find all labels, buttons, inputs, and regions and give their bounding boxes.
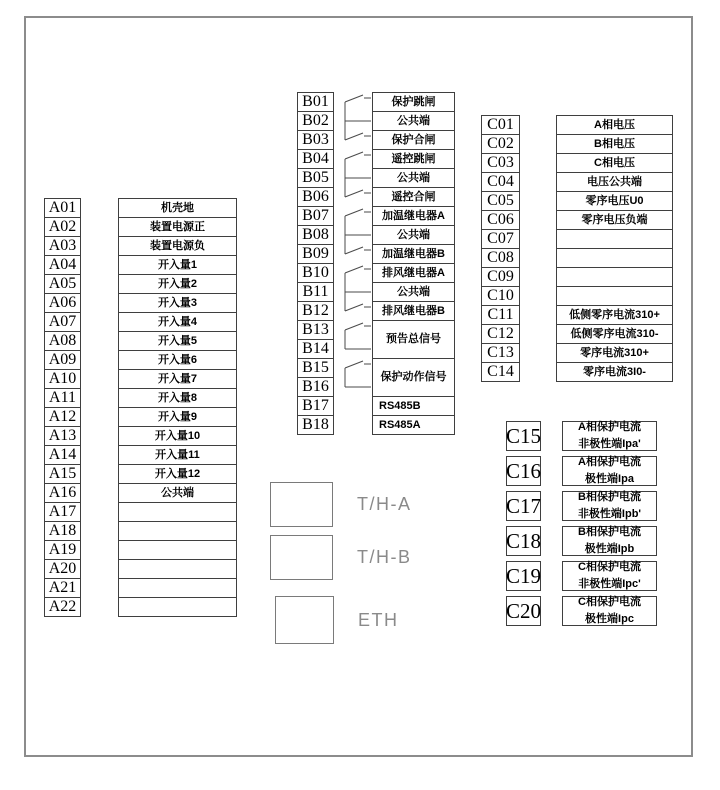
terminal-function-label: 公共端 — [372, 168, 455, 188]
terminal-function-label: 开入量12 — [118, 464, 237, 484]
terminal-number-cell: C05 — [481, 191, 520, 211]
terminal-number-cell: B11 — [297, 282, 334, 302]
terminal-function-label: 装置电源正 — [118, 217, 237, 237]
terminal-number-cell: A10 — [44, 369, 81, 389]
terminal-number-cell: B09 — [297, 244, 334, 264]
terminal-number-cell: B13 — [297, 320, 334, 340]
terminal-number-cell: C03 — [481, 153, 520, 173]
terminal-function-label: 装置电源负 — [118, 236, 237, 256]
terminal-function-label: 开入量2 — [118, 274, 237, 294]
terminal-number-cell: A11 — [44, 388, 81, 408]
terminal-number-cell: B18 — [297, 415, 334, 435]
terminal-number-cell: B10 — [297, 263, 334, 283]
terminal-function-label: 开入量3 — [118, 293, 237, 313]
label-line-2: 极性端Ipa — [585, 472, 634, 485]
port-box-th-b — [270, 535, 333, 580]
terminal-number-cell: A17 — [44, 502, 81, 522]
terminal-function-label: 开入量10 — [118, 426, 237, 446]
terminal-function-label: 保护跳闸 — [372, 92, 455, 112]
terminal-number-cell: B14 — [297, 339, 334, 359]
terminal-function-label: 开入量11 — [118, 445, 237, 465]
terminal-number-cell: B06 — [297, 187, 334, 207]
terminal-number-cell: A04 — [44, 255, 81, 275]
terminal-function-label — [118, 578, 237, 598]
terminal-number-cell: A07 — [44, 312, 81, 332]
terminal-number-cell: A06 — [44, 293, 81, 313]
terminal-function-label: 加温继电器A — [372, 206, 455, 226]
label-line-1: A相保护电流 — [578, 421, 641, 434]
terminal-number-cell: B08 — [297, 225, 334, 245]
terminal-number-cell: C01 — [481, 115, 520, 135]
terminal-function-label — [562, 596, 657, 626]
terminal-function-label — [562, 421, 657, 451]
terminal-function-label: 加温继电器B — [372, 244, 455, 264]
terminal-function-label: 开入量4 — [118, 312, 237, 332]
terminal-function-label — [562, 561, 657, 591]
terminal-number-cell: C11 — [481, 305, 520, 325]
terminal-number-cell: C07 — [481, 229, 520, 249]
terminal-function-label: B相电压 — [556, 134, 673, 154]
label-line-2: 非极性端Ipc' — [578, 577, 641, 590]
terminal-function-label: 开入量1 — [118, 255, 237, 275]
terminal-number-cell: B15 — [297, 358, 334, 378]
terminal-function-label — [556, 229, 673, 249]
terminal-number-cell: A22 — [44, 597, 81, 617]
terminal-function-label — [118, 502, 237, 522]
terminal-number-cell: A19 — [44, 540, 81, 560]
terminal-function-label: C相电压 — [556, 153, 673, 173]
terminal-number-cell: C12 — [481, 324, 520, 344]
terminal-number-cell: B16 — [297, 377, 334, 397]
terminal-number-cell: A13 — [44, 426, 81, 446]
terminal-number-cell: A03 — [44, 236, 81, 256]
terminal-function-label — [562, 526, 657, 556]
terminal-number-cell: A16 — [44, 483, 81, 503]
terminal-number-cell: C09 — [481, 267, 520, 287]
terminal-function-label — [118, 521, 237, 541]
terminal-number-cell: B17 — [297, 396, 334, 416]
terminal-number-cell: B12 — [297, 301, 334, 321]
terminal-number-cell: C08 — [481, 248, 520, 268]
terminal-function-label — [118, 597, 237, 617]
terminal-number-cell: C06 — [481, 210, 520, 230]
terminal-function-label: RS485B — [372, 396, 455, 416]
terminal-number-cell: C18 — [506, 526, 541, 556]
terminal-function-label: 排风继电器B — [372, 301, 455, 321]
terminal-function-label: 电压公共端 — [556, 172, 673, 192]
terminal-function-label: 零序电压U0 — [556, 191, 673, 211]
terminal-number-cell: B05 — [297, 168, 334, 188]
terminal-number-cell: C15 — [506, 421, 541, 451]
port-label-eth: ETH — [358, 609, 399, 630]
label-line-1: B相保护电流 — [578, 491, 641, 504]
terminal-number-cell: B03 — [297, 130, 334, 150]
terminal-function-label: 排风继电器A — [372, 263, 455, 283]
terminal-number-cell: C20 — [506, 596, 541, 626]
terminal-number-cell: A02 — [44, 217, 81, 237]
terminal-number-cell: B04 — [297, 149, 334, 169]
terminal-function-label — [118, 559, 237, 579]
terminal-function-label: 遥控合闸 — [372, 187, 455, 207]
terminal-function-label: 低侧零序电流310+ — [556, 305, 673, 325]
terminal-number-cell: C19 — [506, 561, 541, 591]
label-line-2: 非极性端Ipa' — [578, 437, 641, 450]
terminal-number-cell: A15 — [44, 464, 81, 484]
label-line-2: 非极性端Ipb' — [577, 507, 642, 520]
port-label-th-a: T/H-A — [357, 494, 412, 514]
terminal-function-label: 开入量7 — [118, 369, 237, 389]
terminal-number-cell: C02 — [481, 134, 520, 154]
terminal-function-label — [556, 286, 673, 306]
port-box-th-a — [270, 482, 333, 527]
label-line-1: A相保护电流 — [578, 456, 641, 469]
terminal-function-label: 开入量8 — [118, 388, 237, 408]
terminal-function-label: 开入量9 — [118, 407, 237, 427]
terminal-number-cell: A14 — [44, 445, 81, 465]
terminal-number-cell: C13 — [481, 343, 520, 363]
terminal-function-label: 零序电压负端 — [556, 210, 673, 230]
terminal-function-label — [562, 456, 657, 486]
terminal-number-cell: B07 — [297, 206, 334, 226]
label-line-1: C相保护电流 — [578, 561, 641, 574]
terminal-function-label: RS485A — [372, 415, 455, 435]
terminal-number-cell: C16 — [506, 456, 541, 486]
terminal-function-label — [556, 248, 673, 268]
terminal-function-label: 零序电流3I0- — [556, 362, 673, 382]
terminal-function-label: 保护合闸 — [372, 130, 455, 150]
terminal-number-cell: A05 — [44, 274, 81, 294]
terminal-number-cell: A01 — [44, 198, 81, 218]
label-line-2: 极性端Ipc — [585, 612, 634, 625]
terminal-number-cell: C17 — [506, 491, 541, 521]
terminal-number-cell: C10 — [481, 286, 520, 306]
terminal-number-cell: B01 — [297, 92, 334, 112]
terminal-function-label: 机壳地 — [118, 198, 237, 218]
terminal-function-label: 开入量6 — [118, 350, 237, 370]
port-box-eth — [275, 596, 334, 644]
port-label-th-b: T/H-B — [357, 547, 412, 567]
terminal-number-cell: C14 — [481, 362, 520, 382]
terminal-function-label: 预告总信号 — [372, 320, 455, 359]
label-line-1: C相保护电流 — [578, 596, 641, 609]
terminal-function-label: 公共端 — [372, 282, 455, 302]
terminal-function-label: A相电压 — [556, 115, 673, 135]
terminal-function-label: 零序电流310+ — [556, 343, 673, 363]
terminal-function-label: 遥控跳闸 — [372, 149, 455, 169]
terminal-function-label — [118, 540, 237, 560]
terminal-number-cell: C04 — [481, 172, 520, 192]
terminal-number-cell: A12 — [44, 407, 81, 427]
terminal-function-label: 公共端 — [372, 111, 455, 131]
terminal-function-label: 公共端 — [372, 225, 455, 245]
terminal-function-label: 保护动作信号 — [372, 358, 455, 397]
terminal-function-label: 公共端 — [118, 483, 237, 503]
terminal-function-label — [556, 267, 673, 287]
terminal-number-cell: A20 — [44, 559, 81, 579]
terminal-number-cell: A09 — [44, 350, 81, 370]
terminal-number-cell: A18 — [44, 521, 81, 541]
label-line-1: B相保护电流 — [578, 526, 641, 539]
terminal-function-label: 低侧零序电流310- — [556, 324, 673, 344]
terminal-number-cell: B02 — [297, 111, 334, 131]
terminal-function-label — [562, 491, 657, 521]
terminal-number-cell: A08 — [44, 331, 81, 351]
label-line-2: 极性端Ipb — [584, 542, 635, 555]
terminal-function-label: 开入量5 — [118, 331, 237, 351]
terminal-number-cell: A21 — [44, 578, 81, 598]
